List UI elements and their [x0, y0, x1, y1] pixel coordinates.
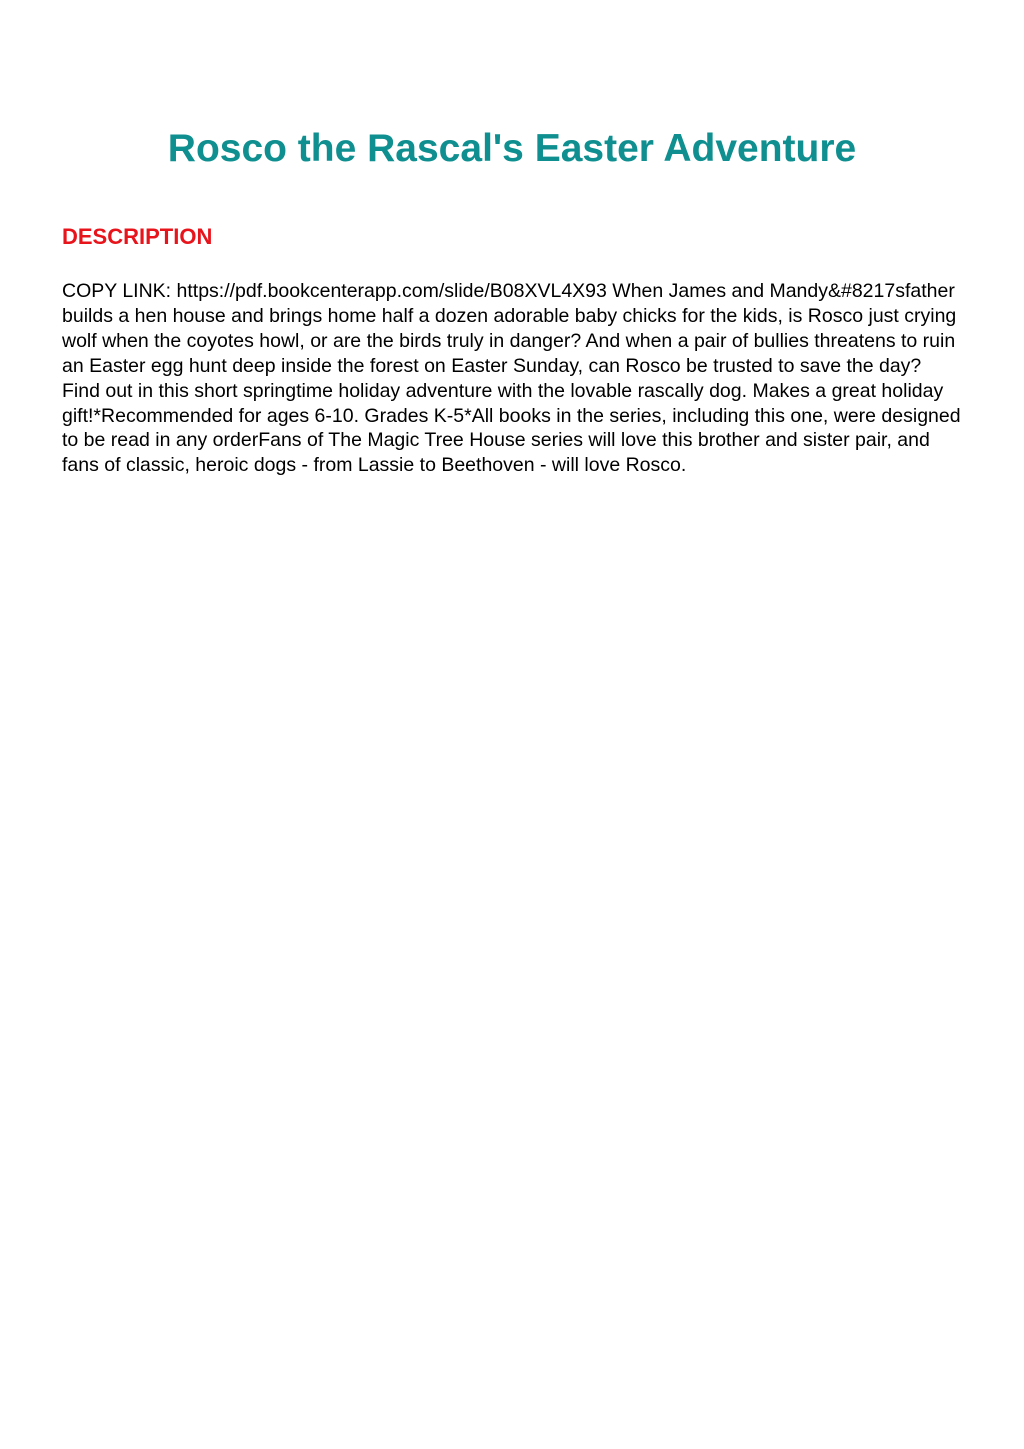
section-heading-description: DESCRIPTION: [62, 224, 213, 249]
description-paragraph: COPY LINK: https://pdf.bookcenterapp.com/slide/B08XVL4X93 When James and Mandy&#8217sfather builds a hen house and brings home half a dozen adorable baby chicks for the kids, is Rosco just crying wolf when the coyotes howl, or are the birds truly in danger? And when a pair of bullies threatens to ruin an Easter egg hunt deep inside the forest on Easter Sunday, can Rosco be trusted to save the day? Find out in this short springtime holiday adventure with the lovable rascally dog. Makes a great holiday gift!*Recommended for ages 6-10. Grades K-5*All books in the series, including this one, were designed to be read in any orderFans of The Magic Tree House series will love this brother and sister pair, and fans of classic, heroic dogs - from Lassie to Beethoven - will love Rosco.: [62, 280, 961, 477]
document-title: Rosco the Rascal's Easter Adventure: [167, 127, 857, 170]
